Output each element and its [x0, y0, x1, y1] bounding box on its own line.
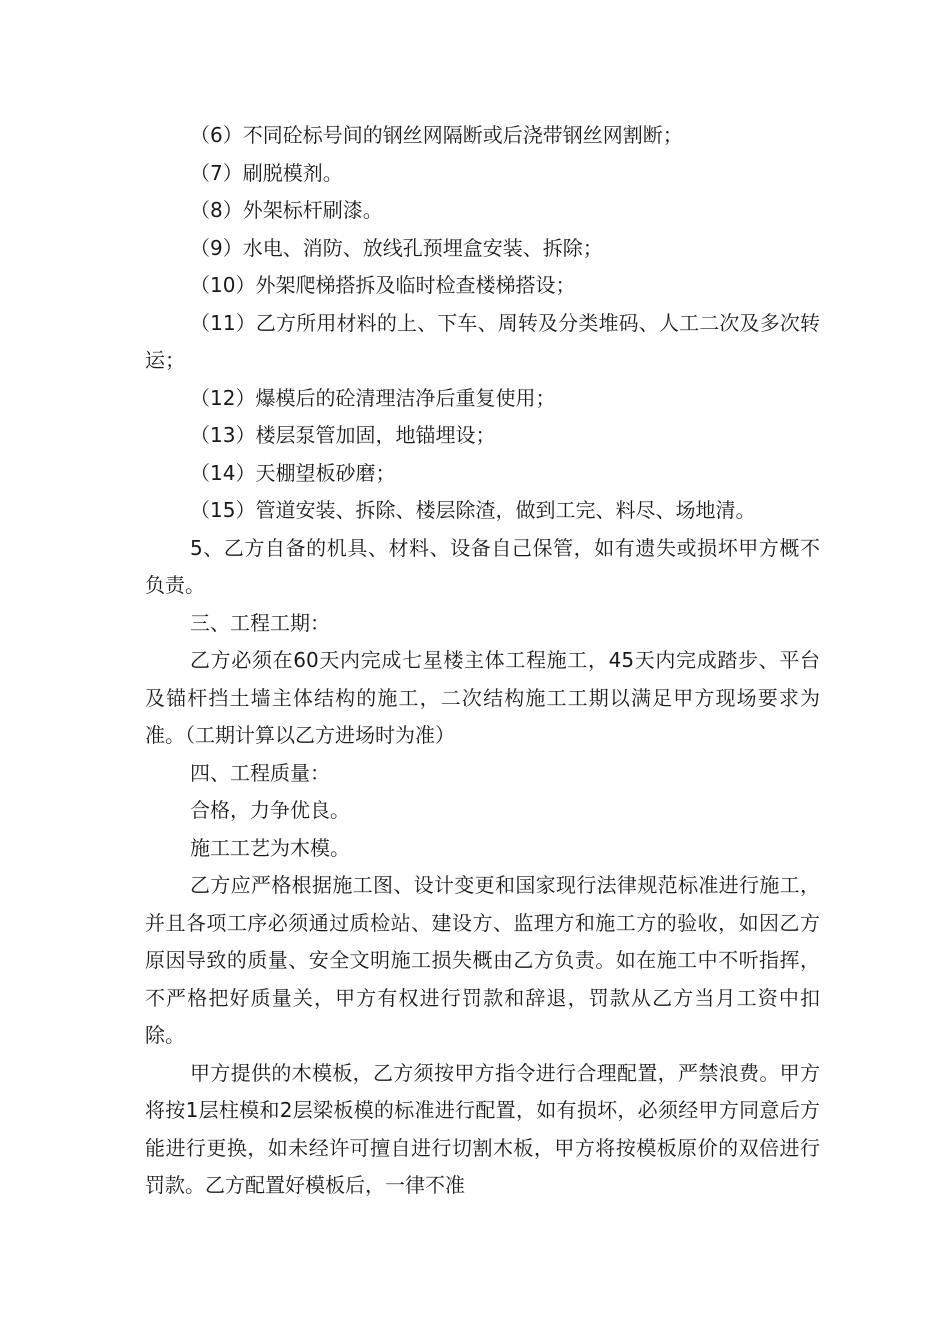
- paragraph-item-7: （7）刷脱模剂。: [190, 160, 343, 185]
- paragraph-process: 施工工艺为木模。: [190, 835, 350, 860]
- paragraph-quality-responsibility: 乙方应严格根据施工图、设计变更和国家现行法律规范标准进行施工，并且各项工序必须通过质检站、建设方、监理方和施工方的验收，如因乙方原因导致的质量、安全文明施工损失概由乙方负责。如在施工中不听指挥，不严格把好质量关，甲方有权进行罚款和辞退，罚款从乙方当月工资中扣除。: [145, 873, 820, 1047]
- paragraph-formwork: 甲方提供的木模板，乙方须按甲方指令进行合理配置，严禁浪费。甲方将按1层柱模和2层梁板模的标准进行配置，如有损坏，必须经甲方同意后方能进行更换，如未经许可擅自进行切割木板，甲方将按模板原价的双倍进行罚款。乙方配置好模板后，一律不准: [145, 1060, 820, 1197]
- paragraph-item-14: （14）天棚望板砂磨；: [190, 460, 396, 485]
- paragraph-clause-5: 5、乙方自备的机具、材料、设备自己保管，如有遗失或损坏甲方概不负责。: [145, 535, 820, 597]
- document-body: [145, 117, 820, 1205]
- paragraph-item-8: （8）外架标杆刷漆。: [190, 198, 383, 222]
- paragraph-item-15: （15）管道安装、拆除、楼层除渣，做到工完、料尽、场地清。: [190, 498, 756, 522]
- paragraph-quality-goal: 合格，力争优良。: [190, 798, 350, 822]
- paragraph-item-6: （6）不同砼标号间的钢丝网隔断或后浇带钢丝网割断；: [190, 123, 683, 147]
- paragraph-schedule: 乙方必须在60天内完成七星楼主体工程施工，45天内完成踏步、平台及锚杆挡土墙主体结构的施工，二次结构施工工期以满足甲方现场要求为准。（工期计算以乙方进场时为准）: [145, 648, 820, 747]
- paragraph-item-13: （13）楼层泵管加固，地锚埋设；: [190, 423, 496, 447]
- section-heading-schedule: 三、工程工期：: [190, 610, 330, 635]
- paragraph-item-11: （11）乙方所用材料的上、下车、周转及分类堆码、人工二次及多次转运；: [145, 310, 820, 372]
- paragraph-item-10: （10）外架爬梯搭拆及临时检查楼梯搭设；: [190, 273, 576, 297]
- paragraph-item-12: （12）爆模后的砼清理洁净后重复使用；: [190, 385, 556, 410]
- section-heading-quality: 四、工程质量：: [190, 760, 330, 785]
- paragraph-item-9: （9）水电、消防、放线孔预埋盒安装、拆除；: [190, 235, 603, 260]
